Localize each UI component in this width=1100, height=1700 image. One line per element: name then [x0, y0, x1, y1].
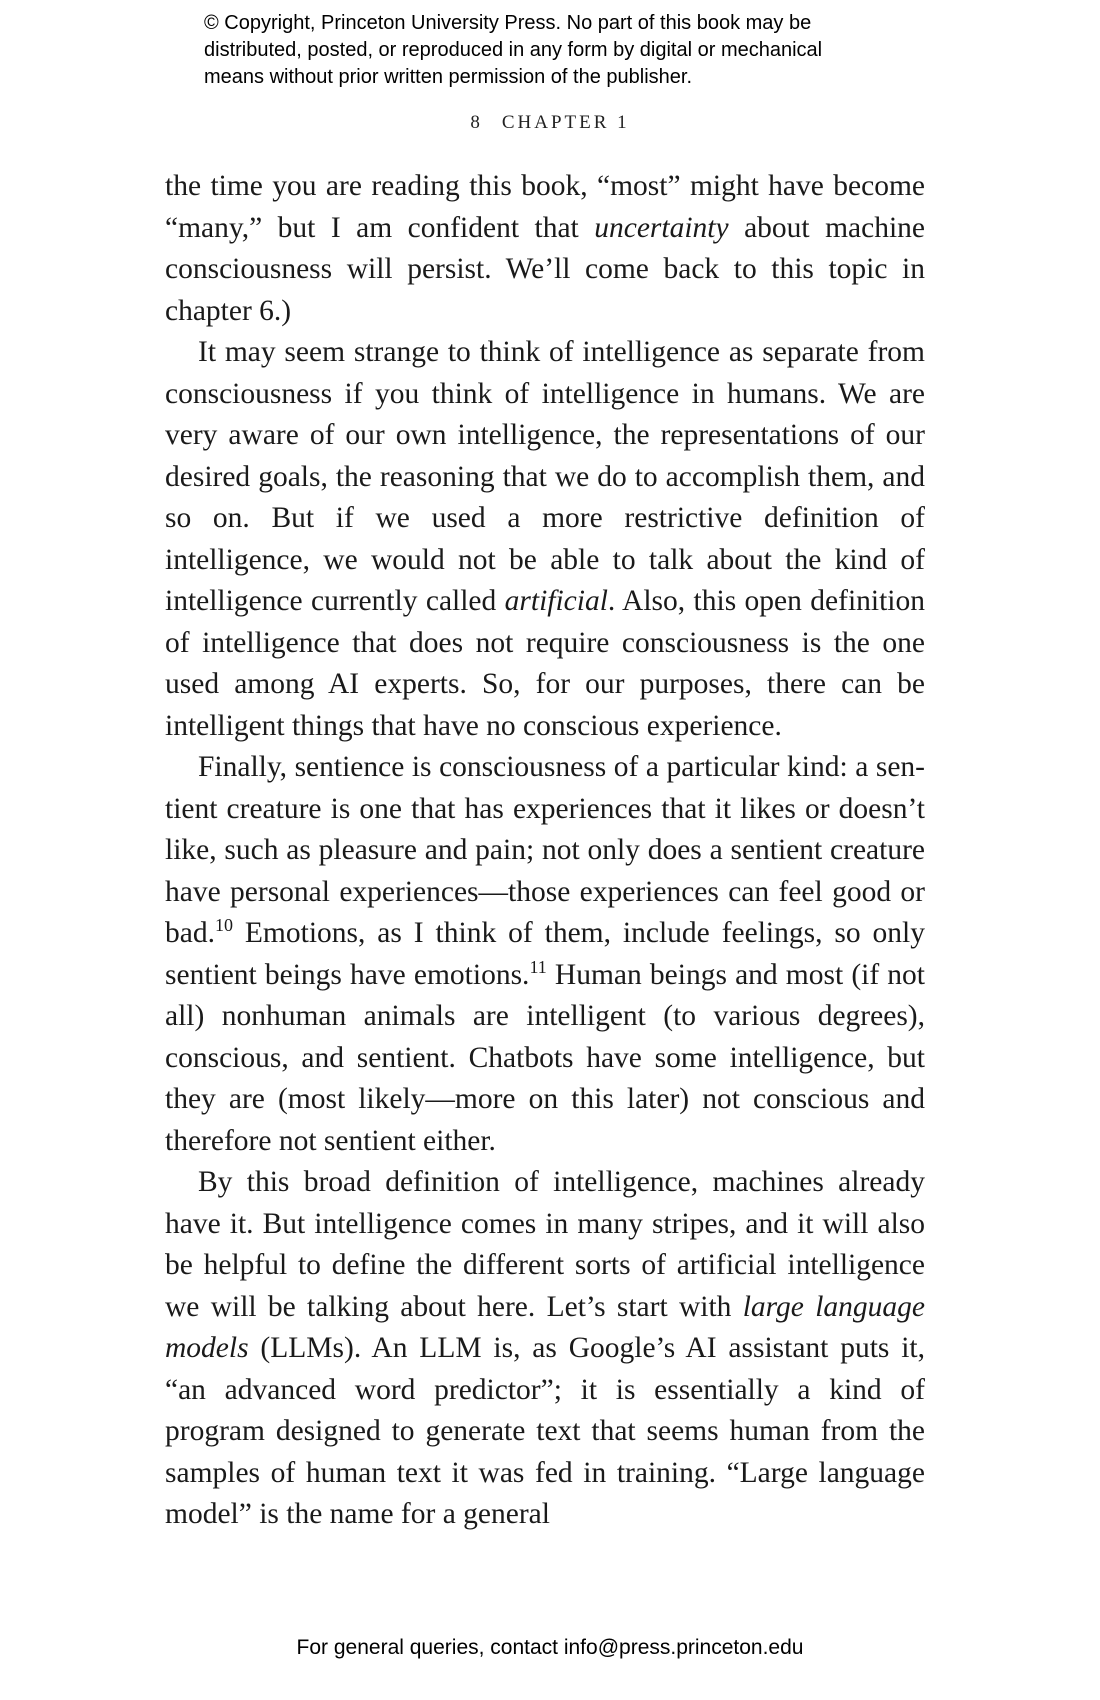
paragraph-text: . Also, this open definition of intelligence that does not require consciousness is the one used among AI experts. So, for our purposes, there can be intelligent things that have no conscious experience.	[165, 585, 925, 742]
paragraph-text: about machine consciousness will persist. We’ll come back to this topic in chapter 6.)	[165, 211, 926, 327]
italic-term: large language models	[165, 1290, 925, 1364]
footnote-marker: 10	[214, 915, 233, 935]
page-number: 8	[470, 112, 480, 133]
paragraph-text: Emotions, as I think of them, include feelings, so only sentient beings have emotions.	[165, 917, 925, 991]
running-head	[0, 112, 1100, 134]
copyright-line: distributed, posted, or reproduced in any form by digital or mechanical	[204, 39, 823, 61]
paragraph	[165, 747, 925, 1162]
copyright-line: © Copyright, Princeton University Press. No part of this book may be	[204, 12, 812, 34]
paragraph-text: It may seem strange to think of intelligence as separate from consciousness if you think of intelligence in humans. We are very aware of our own intelligence, the representations of our desired goals, the reasoning that we do to accomplish them, and so on. But if we used a more restrictive definition of intelligence, we would not be able to talk about the kind of intelligence currently called	[165, 336, 925, 617]
paragraph-text: the time you are reading this book, “most” might have become “many,” but I am confident that	[165, 170, 925, 244]
paragraph-text: (LLMs). An LLM is, as Google’s AI assistant puts it, “an advanced word predictor”; it is essentially a kind of program designed to generate text that seems human from the samples of human text it was fed in training. “Large language model” is the name for a general	[165, 1332, 925, 1530]
footnote-marker: 11	[529, 956, 547, 977]
footer-contact: For general queries, contact info@press.princeton.edu	[296, 1636, 804, 1659]
copyright-line: means without prior written permission of the publisher.	[204, 66, 693, 88]
paragraph-text: Human beings and most (if not all) nonhuman animals are intelligent (to various degrees), conscious, and sentient. Chatbots have some intelligence, but they are (most likely—more on this later) not conscious and therefore not sentient either.	[165, 958, 926, 1157]
body-text	[165, 166, 925, 1536]
italic-term: uncertainty	[594, 211, 729, 244]
paragraph	[165, 166, 925, 332]
paragraph-text: By this broad definition of intelligence, machines already have it. But intelligence comes in many stripes, and it will also be helpful to define the different sorts of artificial intelligence we will be talking about here. Let’s start with	[165, 1166, 925, 1323]
chapter-label: CHAPTER 1	[501, 112, 630, 133]
paragraph	[165, 1162, 925, 1536]
paragraph	[165, 332, 925, 747]
copyright-notice	[204, 10, 964, 91]
italic-term: artificial	[504, 585, 608, 617]
paragraph-text: Finally, sentience is consciousness of a particular kind: a sentient creature is one that has experiences that it likes or doesn’t like, such as pleasure and pain; not only does a sentient creature have personal experiences—those experiences can feel good or bad.	[165, 751, 925, 949]
